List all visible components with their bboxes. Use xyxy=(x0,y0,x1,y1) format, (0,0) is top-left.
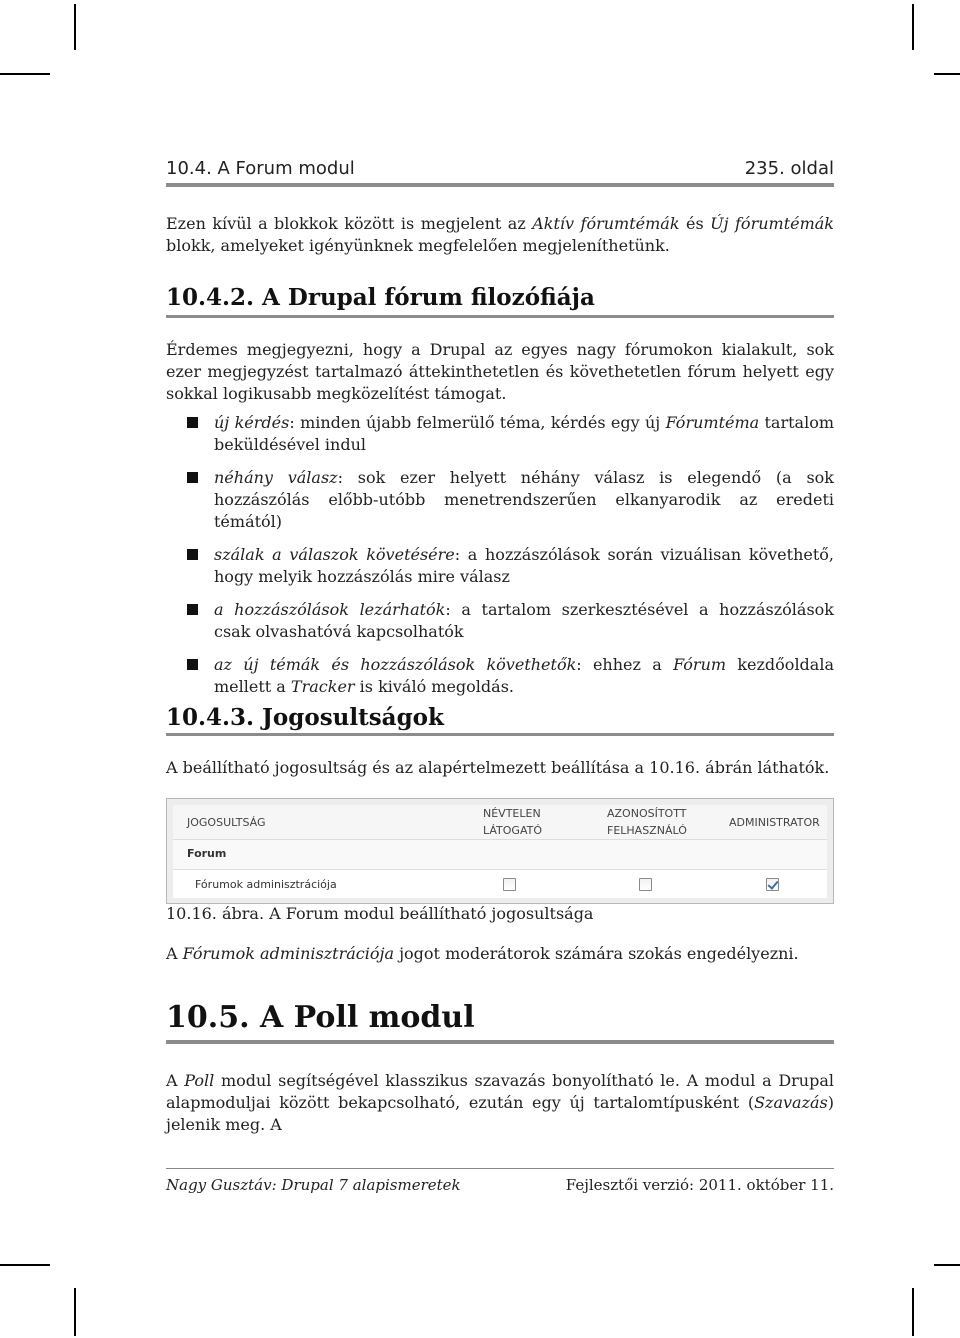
section-rule xyxy=(166,1040,834,1044)
text-span: : a tartalom szerkesztésével a hozzászólások csak olvashatóvá kapcsolhatók xyxy=(214,600,834,641)
crop-mark xyxy=(934,1264,960,1266)
italic-term: Új fórumtémák xyxy=(710,214,834,233)
header-line: NÉVTELEN xyxy=(483,807,541,820)
footer-version: Fejlesztői verzió: 2011. október 11. xyxy=(565,1176,834,1194)
section-heading-10-4-2: 10.4.2. A Drupal fórum filozófiája xyxy=(166,284,595,311)
crop-mark xyxy=(912,4,914,50)
list-item xyxy=(166,467,834,533)
section-rule xyxy=(166,315,834,318)
running-head-chapter: 10.4. A Forum modul xyxy=(166,158,355,179)
bullet-square-icon xyxy=(187,549,198,560)
italic-term: Fórumok adminisztrációja xyxy=(182,944,394,963)
administrator-checkbox[interactable] xyxy=(766,878,779,891)
italic-term: Szavazás xyxy=(754,1093,828,1112)
column-header-authenticated xyxy=(607,805,687,839)
italic-term: Tracker xyxy=(290,677,355,696)
philosophy-paragraph xyxy=(166,339,834,405)
text-span: tartalom beküldésével indul xyxy=(214,413,835,454)
permissions-table-header xyxy=(173,805,827,839)
permissions-figure xyxy=(166,798,834,904)
permissions-text: A beállítható jogosultság és az alapértelmezett beállítása a 10.16. ábrán láthatók. xyxy=(166,758,830,777)
admin-note-paragraph xyxy=(166,943,834,965)
permission-group-forum xyxy=(173,839,827,870)
poll-paragraph xyxy=(166,1070,834,1136)
column-header-anonymous xyxy=(483,805,542,839)
section-rule xyxy=(166,733,834,736)
bullet-square-icon xyxy=(187,417,198,428)
text-span: A xyxy=(166,944,183,963)
header-rule xyxy=(166,183,834,187)
bullet-square-icon xyxy=(187,659,198,670)
list-item xyxy=(166,654,834,698)
text-span: és xyxy=(679,214,711,233)
anonymous-checkbox[interactable] xyxy=(503,878,516,891)
text-span: jogot moderátorok számára szokás engedélyezni. xyxy=(394,944,799,963)
bullet-term: új kérdés xyxy=(214,413,290,432)
feature-list xyxy=(166,412,834,709)
text-span: Ezen kívül a blokkok között is megjelent az xyxy=(166,214,533,233)
bullet-term: az új témák és hozzászólások követhetők xyxy=(214,655,577,674)
italic-term: Aktív fórumtémák xyxy=(532,214,680,233)
header-line: LÁTOGATÓ xyxy=(483,824,543,837)
crop-mark xyxy=(0,73,50,75)
text-span: ) jelenik meg. A xyxy=(166,1093,834,1134)
footer-author-title: Nagy Gusztáv: Drupal 7 alapismeretek xyxy=(166,1176,461,1194)
italic-term: Fórumtéma xyxy=(665,413,760,432)
bullet-term: szálak a válaszok követésére xyxy=(214,545,455,564)
figure-caption xyxy=(166,904,834,923)
italic-term: Fórum xyxy=(673,655,727,674)
text-span: blokk, amelyeket igényünknek megfelelően megjeleníthetünk. xyxy=(166,236,670,255)
bullet-term: a hozzászólások lezárhatók xyxy=(214,600,446,619)
section-heading-10-4-3: 10.4.3. Jogosultságok xyxy=(166,704,444,731)
group-label: Forum xyxy=(187,847,227,860)
text-span: : ehhez a xyxy=(576,655,674,674)
crop-mark xyxy=(74,4,76,50)
permissions-paragraph xyxy=(166,757,834,779)
column-header-administrator: ADMINISTRATOR xyxy=(729,816,820,829)
crop-mark xyxy=(912,1288,914,1336)
bullet-square-icon xyxy=(187,472,198,483)
list-item xyxy=(166,412,834,456)
philosophy-text: Érdemes megjegyezni, hogy a Drupal az egyes nagy fórumokon kialakult, sok ezer megjegyzést tartalmazó áttekinthetetlen és követhetetlen fórum helyett egy sokkal logikusabb megközelítést támogat. xyxy=(166,340,834,403)
page-footer xyxy=(166,1176,834,1198)
list-item xyxy=(166,544,834,588)
text-span: A xyxy=(166,1071,185,1090)
section-heading-10-5: 10.5. A Poll modul xyxy=(166,1000,475,1035)
text-span: : a hozzászólások során vizuálisan követhető, hogy melyik hozzászólás mire válasz xyxy=(214,545,835,586)
crop-mark xyxy=(74,1288,76,1336)
italic-term: Poll xyxy=(184,1071,215,1090)
text-span: modul segítségével klasszikus szavazás bonyolítható le. A modul a Drupal alapmoduljai között bekapcsolható, ezután egy új tartalomtípusként ( xyxy=(166,1071,835,1112)
text-span: kezdőoldala mellett a xyxy=(214,655,834,696)
header-line: FELHASZNÁLÓ xyxy=(607,824,687,837)
bullet-term: néhány válasz xyxy=(214,468,338,487)
list-item xyxy=(166,599,834,643)
text-span: is kiváló megoldás. xyxy=(354,677,514,696)
column-header-permission: JOGOSULTSÁG xyxy=(187,816,266,829)
running-head xyxy=(166,158,834,184)
bullet-square-icon xyxy=(187,604,198,615)
footer-rule xyxy=(166,1168,834,1169)
crop-mark xyxy=(0,1264,50,1266)
intro-paragraph xyxy=(166,213,834,257)
caption-text: A Forum modul beállítható jogosultsága xyxy=(264,904,594,923)
running-head-page-number: 235. oldal xyxy=(744,158,834,179)
authenticated-checkbox[interactable] xyxy=(639,878,652,891)
crop-mark xyxy=(934,73,960,75)
header-line: AZONOSÍTOTT xyxy=(607,807,687,820)
text-span: : sok ezer helyett néhány válasz is elegendő (a sok hozzászólás előbb-utóbb menetrendszerűen elkanyarodik az eredeti témától) xyxy=(214,468,835,531)
caption-number: 10.16. ábra. xyxy=(166,904,265,923)
table-row xyxy=(173,869,827,898)
text-span: : minden újabb felmerülő téma, kérdés egy új xyxy=(289,413,666,432)
permission-label: Fórumok adminisztrációja xyxy=(195,878,337,891)
